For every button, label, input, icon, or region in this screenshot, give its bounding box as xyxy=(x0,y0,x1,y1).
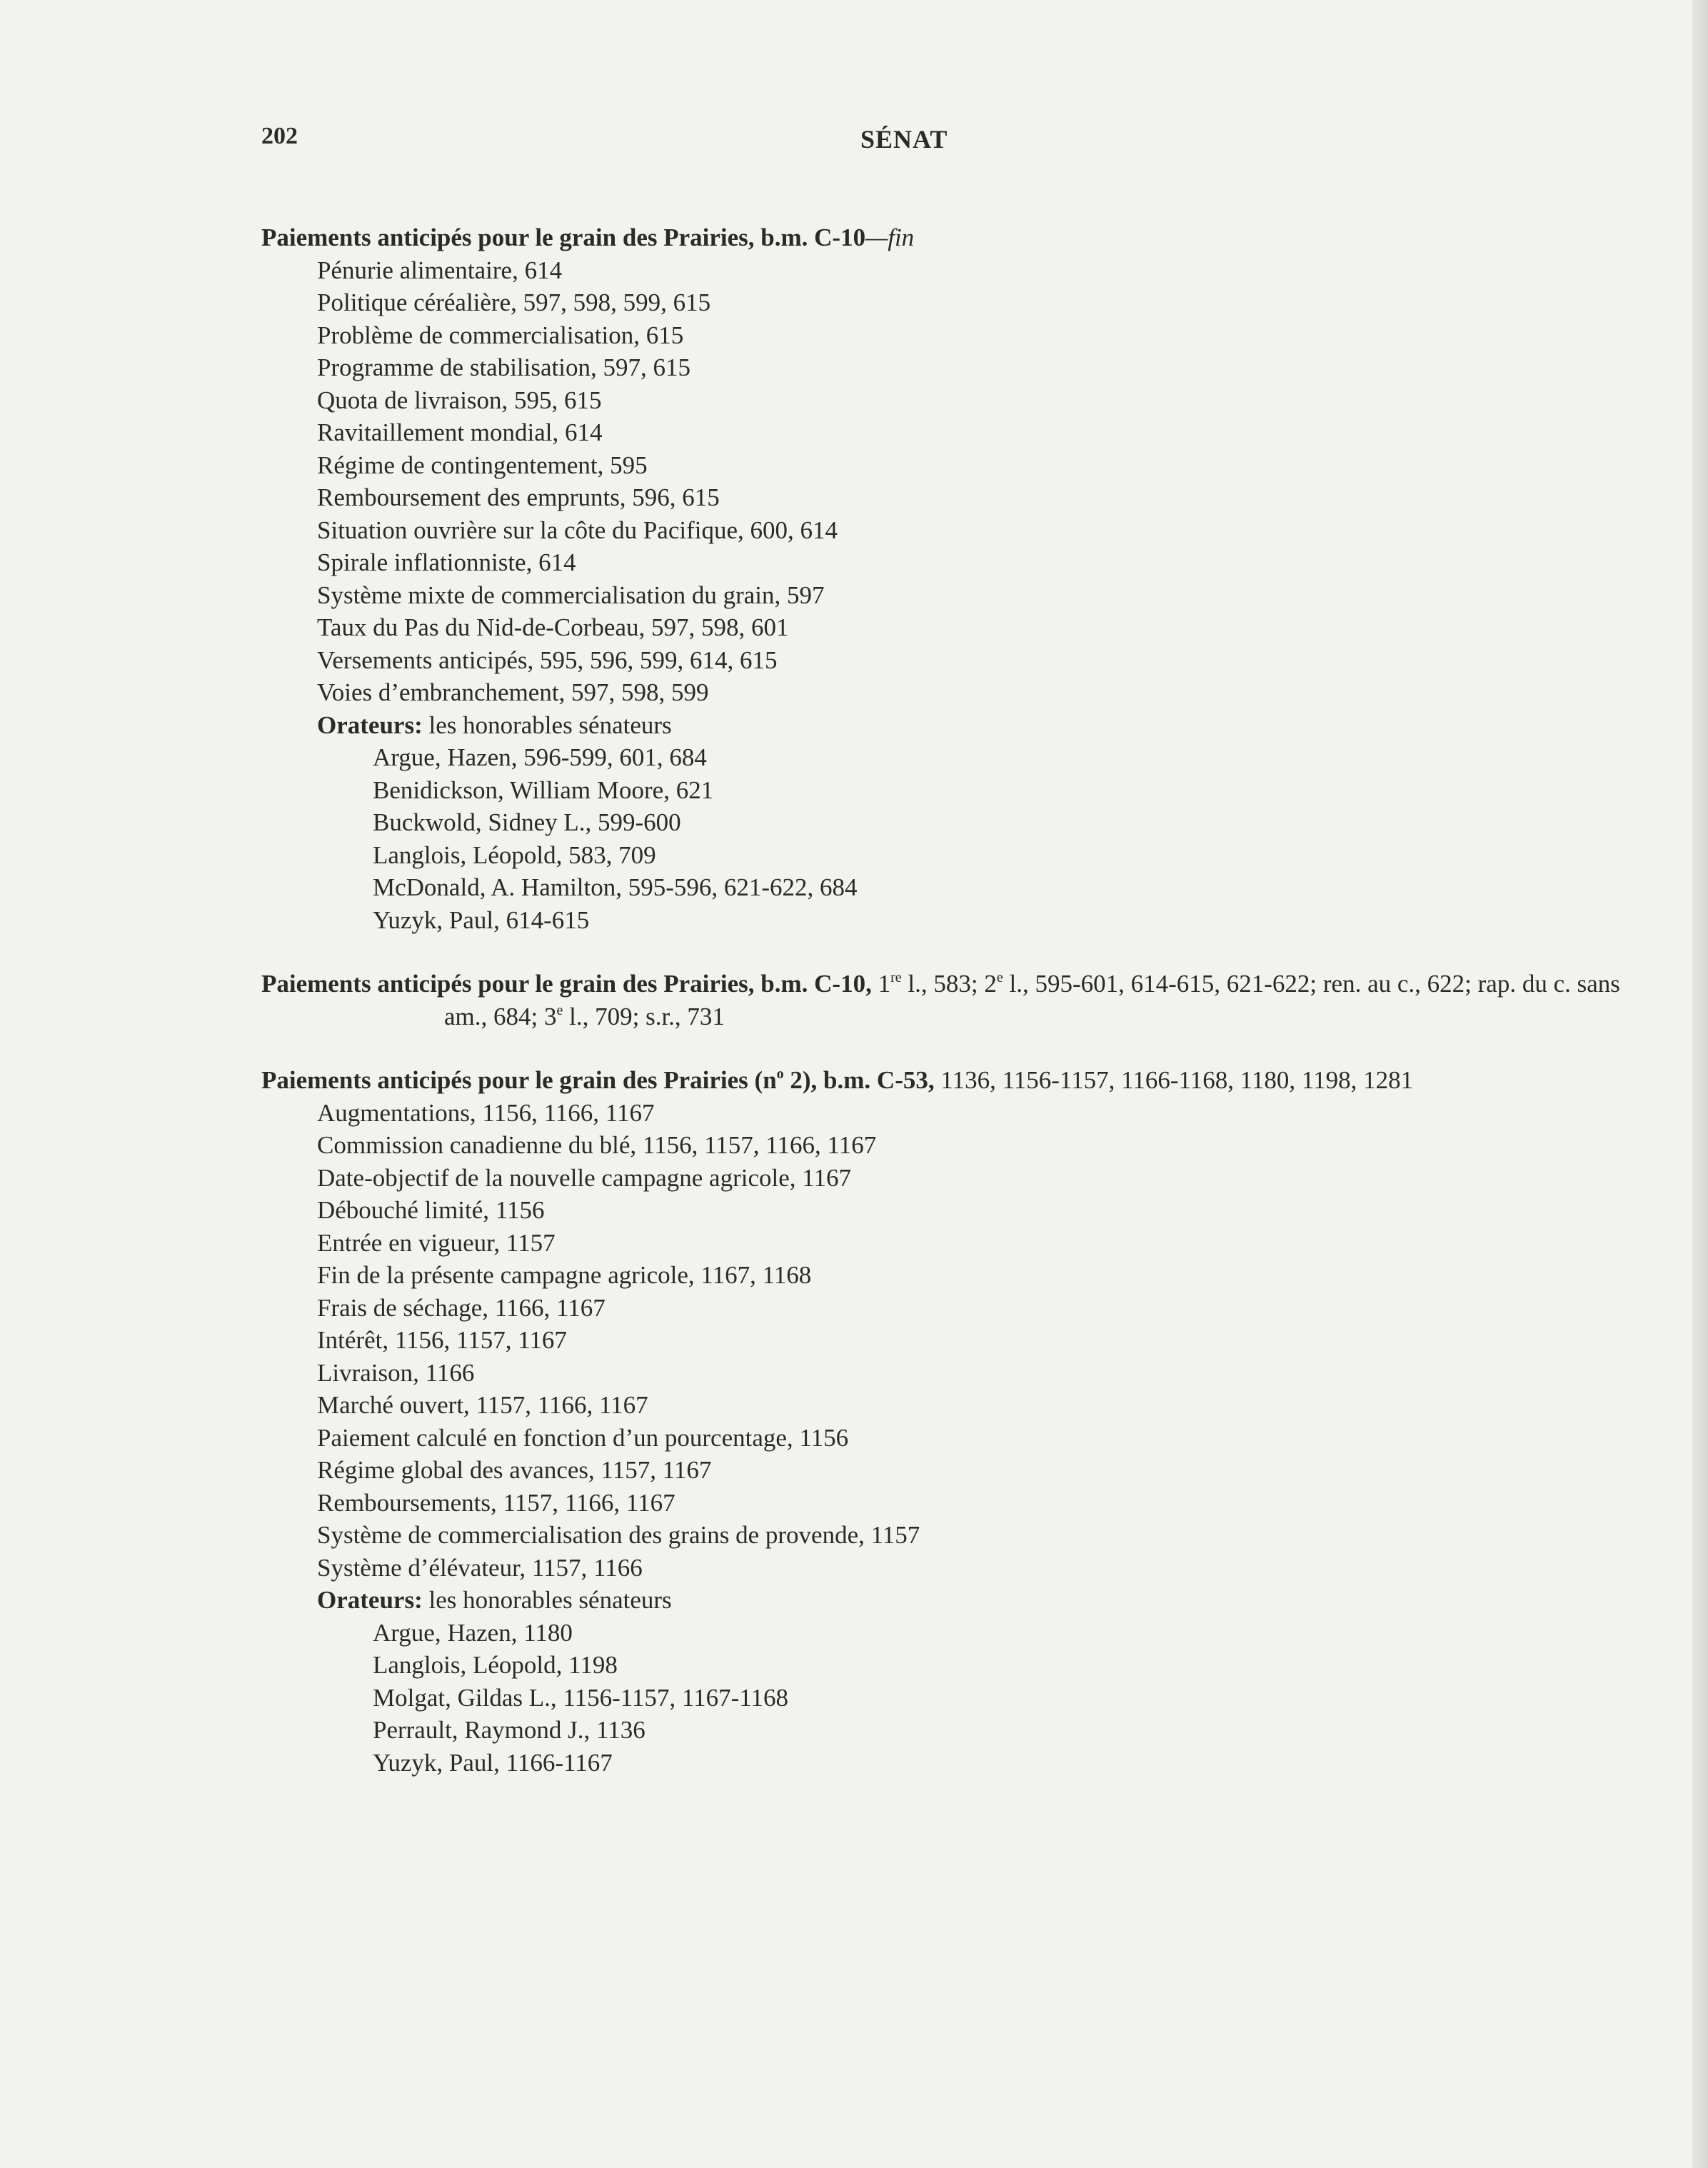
subject-item: Date-objectif de la nouvelle campagne agricole, 1167 xyxy=(317,1163,851,1192)
speakers-heading xyxy=(261,709,1668,742)
entry-title: Paiements anticipés pour le grain des Prairies, b.m. C-10 xyxy=(261,224,866,251)
subject-item: Ravitaillement mondial, 614 xyxy=(317,418,603,446)
speakers-heading xyxy=(261,1584,1668,1617)
speakers-label: Orateurs: xyxy=(317,711,423,739)
subject-item: Remboursements, 1157, 1166, 1167 xyxy=(317,1488,675,1517)
subject-item: Pénurie alimentaire, 614 xyxy=(317,256,563,284)
subject-item: Voies d’embranchement, 597, 598, 599 xyxy=(317,678,709,706)
index-entry-c10-continued xyxy=(261,221,1668,936)
subject-item: Taux du Pas du Nid-de-Corbeau, 597, 598, 601 xyxy=(317,613,789,641)
speaker-list xyxy=(261,1617,1668,1780)
speakers-intro: les honorables sénateurs xyxy=(422,711,672,739)
speaker-item: Benidickson, William Moore, 621 xyxy=(373,776,714,804)
subject-item: Versements anticipés, 595, 596, 599, 614, 615 xyxy=(317,646,778,674)
speaker-item: Perrault, Raymond J., 1136 xyxy=(373,1716,645,1744)
entry-continuation-mark: —fin xyxy=(865,224,915,251)
subject-item: Augmentations, 1156, 1166, 1167 xyxy=(317,1098,655,1127)
subject-item: Fin de la présente campagne agricole, 1167, 1168 xyxy=(317,1261,812,1289)
speakers-label: Orateurs: xyxy=(317,1586,423,1614)
speaker-item: Argue, Hazen, 1180 xyxy=(373,1618,573,1647)
page-number: 202 xyxy=(261,123,298,149)
subject-item: Politique céréalière, 597, 598, 599, 615 xyxy=(317,288,711,316)
subject-item: Situation ouvrière sur la côte du Pacifique, 600, 614 xyxy=(317,516,838,544)
subject-item: Intérêt, 1156, 1157, 1167 xyxy=(317,1326,567,1354)
subject-item: Commission canadienne du blé, 1156, 1157, 1166, 1167 xyxy=(317,1131,877,1159)
speaker-item: Yuzyk, Paul, 1166-1167 xyxy=(373,1748,613,1777)
subject-list xyxy=(261,254,1668,709)
entry-heading: Paiements anticipés pour le grain des Prairies, b.m. C-10, 1re l., 583; 2e l., 595-601, 614-615, 621-622; ren. au c., 622; rap. du c. sans am., 684; 3e l., 709; s.r., 731 xyxy=(261,970,1620,1030)
speakers-intro: les honorables sénateurs xyxy=(422,1586,672,1614)
page-edge-shadow xyxy=(1692,0,1708,2168)
subject-item: Quota de livraison, 595, 615 xyxy=(317,386,602,414)
speaker-item: Langlois, Léopold, 583, 709 xyxy=(373,840,656,869)
speaker-item: Buckwold, Sidney L., 599-600 xyxy=(373,808,681,836)
subject-item: Système d’élévateur, 1157, 1166 xyxy=(317,1553,643,1582)
speaker-item: McDonald, A. Hamilton, 595-596, 621-622, 684 xyxy=(373,873,858,901)
subject-item: Entrée en vigueur, 1157 xyxy=(317,1228,556,1257)
speaker-item: Langlois, Léopold, 1198 xyxy=(373,1651,618,1679)
subject-item: Spirale inflationniste, 614 xyxy=(317,548,576,576)
subject-item: Livraison, 1166 xyxy=(317,1358,475,1387)
subject-item: Système mixte de commercialisation du grain, 597 xyxy=(317,581,825,609)
index-entry-c10-stages xyxy=(261,968,1668,1033)
speaker-list xyxy=(261,741,1668,936)
subject-item: Débouché limité, 1156 xyxy=(317,1196,545,1224)
entry-heading xyxy=(261,221,1668,254)
entry-title: Paiements anticipés pour le grain des Prairies, b.m. C-10, xyxy=(261,970,872,998)
entry-title: Paiements anticipés pour le grain des Prairies ($n^o$ 2), b.m. C-53, xyxy=(261,1066,935,1094)
speaker-item: Molgat, Gildas L., 1156-1157, 1167-1168 xyxy=(373,1683,788,1712)
entry-pages: 1136, 1156-1157, 1166-1168, 1180, 1198, 1281 xyxy=(934,1066,1414,1094)
subject-item: Régime global des avances, 1157, 1167 xyxy=(317,1456,712,1484)
subject-item: Régime de contingentement, 595 xyxy=(317,451,648,479)
page-header xyxy=(0,123,1708,159)
subject-item: Système de commercialisation des grains de provende, 1157 xyxy=(317,1521,920,1549)
subject-item: Marché ouvert, 1157, 1166, 1167 xyxy=(317,1391,648,1419)
subject-item: Paiement calculé en fonction d’un pourcentage, 1156 xyxy=(317,1423,849,1452)
subject-item: Programme de stabilisation, 597, 615 xyxy=(317,353,690,381)
subject-item: Frais de séchage, 1166, 1167 xyxy=(317,1293,606,1322)
speaker-item: Argue, Hazen, 596-599, 601, 684 xyxy=(373,743,707,771)
speaker-item: Yuzyk, Paul, 614-615 xyxy=(373,905,590,934)
subject-item: Remboursement des emprunts, 596, 615 xyxy=(317,483,720,511)
index-content xyxy=(261,221,1668,1810)
subject-item: Problème de commercialisation, 615 xyxy=(317,321,684,349)
subject-list xyxy=(261,1097,1668,1585)
index-entry-c53 xyxy=(261,1064,1668,1779)
running-head: SÉNAT xyxy=(860,125,948,154)
entry-heading xyxy=(261,1064,1668,1097)
